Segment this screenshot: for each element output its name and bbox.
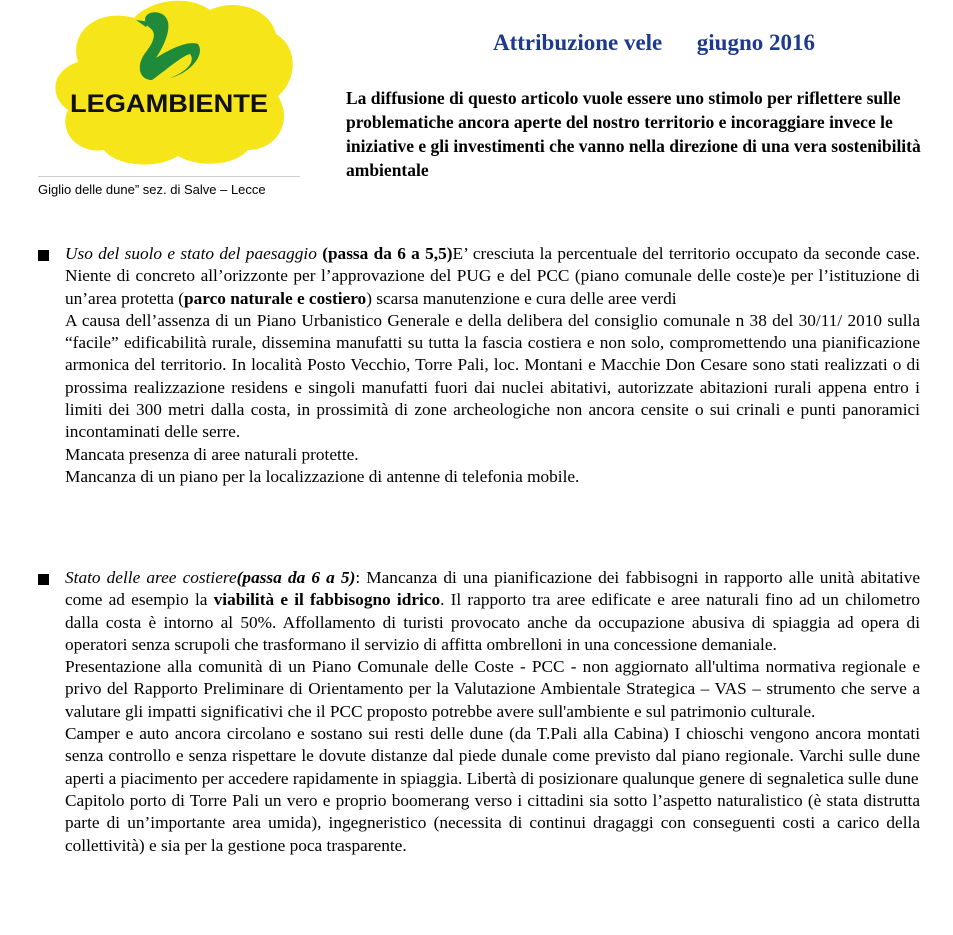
logo-wordmark: LEGAMBIENTE [70, 90, 268, 118]
lead-text: E’ cresciuta la percentuale del territorio occupato da seconde case. Niente di concreto all’orizzonte per l’approvazione del PUG e del PCC (piano comunale delle coste)e per l’istituzione di un’area protetta ( [65, 244, 920, 308]
lead-bold-text: viabilità e il fabbisogno idrico [213, 590, 441, 610]
section-heading: Stato delle aree costiere [65, 568, 237, 587]
intro-text: La diffusione di questo articolo vuole essere uno stimolo per riflettere sulle problematiche ancora aperte del nostro territorio e incoraggiare invece le iniziative e gli investimenti che vanno nella direzione di una vera sostenibilità ambientale [346, 88, 921, 180]
section-lead [65, 567, 920, 656]
lead-text-end: ) scarsa manutenzione e cura delle aree verdi [366, 288, 677, 308]
lead-bold-text: parco naturale e costiero [183, 288, 367, 308]
lead-text: : Mancanza di una pianificazione dei fabbisogni in rapporto alle unità abitative come ad esempio la [65, 568, 920, 610]
section-lead [65, 243, 920, 310]
logo-yellow-blob [55, 1, 292, 165]
logo-caption: Giglio delle dune” sez. di Salve – Lecce [38, 182, 266, 197]
paragraph: Presentazione alla comunità di un Piano Comunale delle Coste - PCC - non aggiornato all'ultima normativa regionale e privo del Rapporto Preliminare di Orientamento per la Valutazione Ambientale Strategica – VAS – strumento che serve a valutare gli impatti significativi che il PCC proposto potrebbe avere sull'ambiente e sul patrimonio culturale. [65, 657, 920, 721]
paragraph: Mancanza di un piano per la localizzazione di antenne di telefonia mobile. [65, 466, 580, 486]
caption-divider [38, 176, 300, 177]
paragraph: A causa dell’assenza di un Piano Urbanistico Generale e della delibera del consiglio comunale n 38 del 30/11/ 2010 sulla “facile” edificabilità rurale, dissemina manufatti su tutta la fascia costiera e non solo, compromettendo una pianificazione armonica del territorio. In località Posto Vecchio, Torre Pali, loc. Montani e Macchie Don Cesare sono stati realizzati o di prossima realizzazione residens e singoli manufatti fuori dai nuclei abitativi, autorizzate abitazioni rurali appena entro i limiti dei 300 metri dalla costa, in prossimità di zone archeologiche non ancora censite o sui crinali e punti panoramici incontaminati delle serre. [65, 310, 920, 442]
paragraph: Camper e auto ancora circolano e sostano sui resti delle dune (da T.Pali alla Cabina) I chioschi vengono ancora montati senza controllo e senza rispettare le dovute distanze dal piede dunale come previsto dal piano regionale. Varchi sulle dune aperti a piacimento per accedere rapidamente in spiaggia. Libertà di posizionare qualunque genere di segnaletica sulle dune [65, 724, 920, 788]
bullet-square-icon [38, 250, 49, 261]
bullet-square-icon [38, 574, 49, 585]
lead-text-end: . Il rapporto tra aree edificate e aree naturali fino ad un chilometro dalla costa è intorno al 50%. Affollamento di turisti provocato anche da occupazione abusiva di spiaggia ad opera di operatori senza scrupoli che trasformano il servizio di affitta ombrelloni in una concessione demaniale. [65, 590, 921, 654]
legambiente-logo [38, 0, 300, 168]
section-heading: Uso del suolo e stato del paesaggio [65, 244, 317, 263]
page-title: Attribuzione vele giugno 2016 [493, 30, 815, 55]
paragraph: Capitolo porto di Torre Pali un vero e proprio boomerang verso i cittadini sia sotto l’aspetto naturalistico (è stata distrutta parte di un’importante area umida), ingegneristico (necessita di continui dragaggi con conseguenti costi a carico della collettività) e sia per la gestione poca trasparente. [65, 790, 920, 855]
section-land-use [38, 243, 920, 488]
section-rating: (passa da 6 a 5,5) [322, 244, 453, 263]
section-rating: (passa da 6 a 5) [236, 568, 356, 587]
section-coastal-areas [38, 567, 920, 857]
paragraph: Mancata presenza di aree naturali protette. [65, 444, 359, 464]
